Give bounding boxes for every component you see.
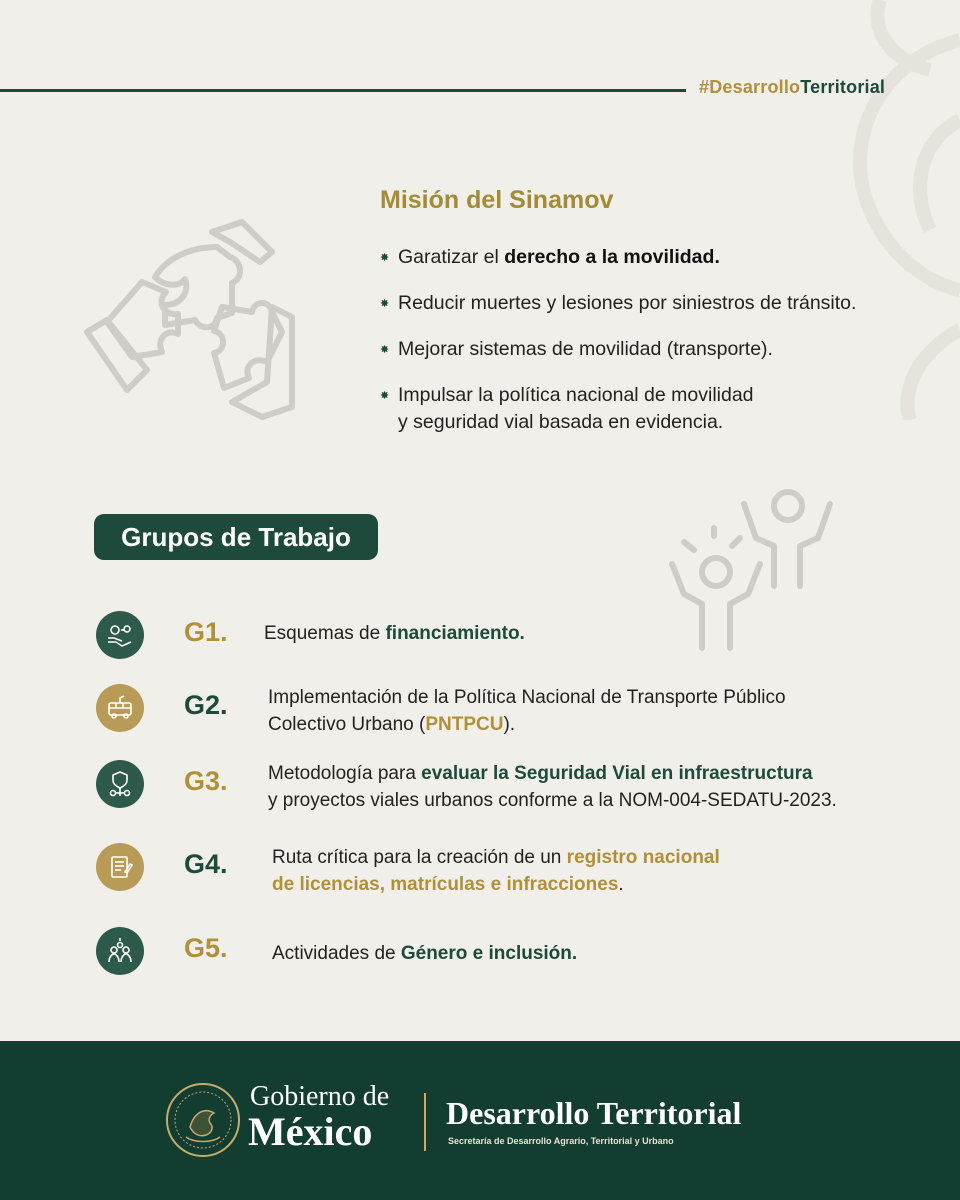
hashtag-prefix: #Desarrollo bbox=[699, 77, 801, 97]
group-code: G1. bbox=[184, 617, 228, 647]
group-desc-text: Colectivo Urbano ( bbox=[268, 714, 426, 735]
mission-item-text: Impulsar la política nacional de movilidad bbox=[398, 384, 754, 406]
group-desc-text: . bbox=[618, 874, 624, 895]
mexico-national-seal-icon bbox=[164, 1081, 242, 1159]
group-icon-circle bbox=[96, 843, 144, 891]
group-description bbox=[268, 760, 837, 814]
group-desc-emphasis: registro nacional bbox=[566, 847, 720, 868]
group-desc-emphasis: de licencias, matrículas e infracciones bbox=[272, 874, 619, 895]
group-icon-circle bbox=[96, 760, 144, 808]
hashtag-label[interactable] bbox=[699, 77, 885, 98]
group-desc-emphasis: evaluar la Seguridad Vial en infraestructura bbox=[421, 763, 813, 784]
group-desc-text: y proyectos viales urbanos conforme a la NOM-004-SEDATU-2023. bbox=[268, 790, 837, 811]
group-desc-emphasis: Género e inclusión. bbox=[400, 943, 578, 964]
mission-item bbox=[380, 290, 940, 317]
group-desc-text: Esquemas de bbox=[264, 623, 386, 644]
group-icon-circle bbox=[96, 611, 144, 659]
mission-item-text: Mejorar sistemas de movilidad (transporte). bbox=[398, 338, 773, 360]
bullet-star-icon: ✸ bbox=[380, 252, 390, 264]
bullet-star-icon: ✸ bbox=[380, 298, 390, 310]
mission-item-text: Reducir muertes y lesiones por siniestros de tránsito. bbox=[398, 292, 857, 314]
desarrollo-territorial-subtitle: Secretaría de Desarrollo Agrario, Territorial y Urbano bbox=[448, 1136, 674, 1146]
group-desc-emphasis: financiamiento. bbox=[385, 623, 525, 644]
mission-item-text: y seguridad vial basada en evidencia. bbox=[398, 411, 724, 433]
group-desc-text: Implementación de la Política Nacional de Transporte Público bbox=[268, 687, 786, 708]
mission-item bbox=[380, 244, 940, 271]
mission-list bbox=[380, 244, 940, 455]
puzzle-hands-icon bbox=[82, 212, 302, 432]
mission-item bbox=[380, 382, 940, 436]
mission-title: Misión del Sinamov bbox=[380, 186, 614, 214]
group-description bbox=[272, 940, 577, 967]
group-desc-text: Actividades de bbox=[272, 943, 401, 964]
bullet-star-icon: ✸ bbox=[380, 390, 390, 402]
group-code: G4. bbox=[184, 849, 228, 879]
road-safety-icon bbox=[105, 769, 135, 799]
mexico-text: México bbox=[248, 1109, 373, 1154]
group-description bbox=[268, 684, 786, 738]
group-desc-text: ). bbox=[503, 714, 516, 735]
group-description bbox=[264, 620, 525, 647]
desarrollo-territorial-title: Desarrollo Territorial bbox=[446, 1095, 742, 1131]
group-code: G5. bbox=[184, 933, 228, 963]
footer-divider bbox=[424, 1093, 426, 1151]
group-desc-emphasis: PNTPCU bbox=[425, 714, 504, 735]
group-code: G2. bbox=[184, 690, 228, 720]
gender-inclusion-icon bbox=[105, 936, 135, 966]
registry-document-icon bbox=[105, 852, 135, 882]
mission-item-bold: derecho a la movilidad. bbox=[504, 246, 720, 268]
group-icon-circle bbox=[96, 684, 144, 732]
group-desc-text: Metodología para bbox=[268, 763, 422, 784]
mission-item bbox=[380, 336, 940, 363]
group-description bbox=[272, 844, 720, 898]
group-icon-circle bbox=[96, 927, 144, 975]
hashtag-suffix: Territorial bbox=[800, 77, 886, 97]
footer-bar bbox=[0, 1041, 960, 1200]
bullet-star-icon: ✸ bbox=[380, 344, 390, 356]
financing-icon bbox=[105, 620, 135, 650]
bus-icon bbox=[105, 693, 135, 723]
top-divider-line bbox=[0, 89, 686, 92]
celebrating-people-icon bbox=[664, 484, 840, 654]
gobierno-de-text: Gobierno de bbox=[250, 1081, 390, 1112]
mission-item-text: Garatizar el bbox=[398, 246, 505, 268]
group-code: G3. bbox=[184, 766, 228, 796]
grupos-title-badge: Grupos de Trabajo bbox=[94, 514, 378, 560]
group-desc-text: Ruta crítica para la creación de un bbox=[272, 847, 567, 868]
